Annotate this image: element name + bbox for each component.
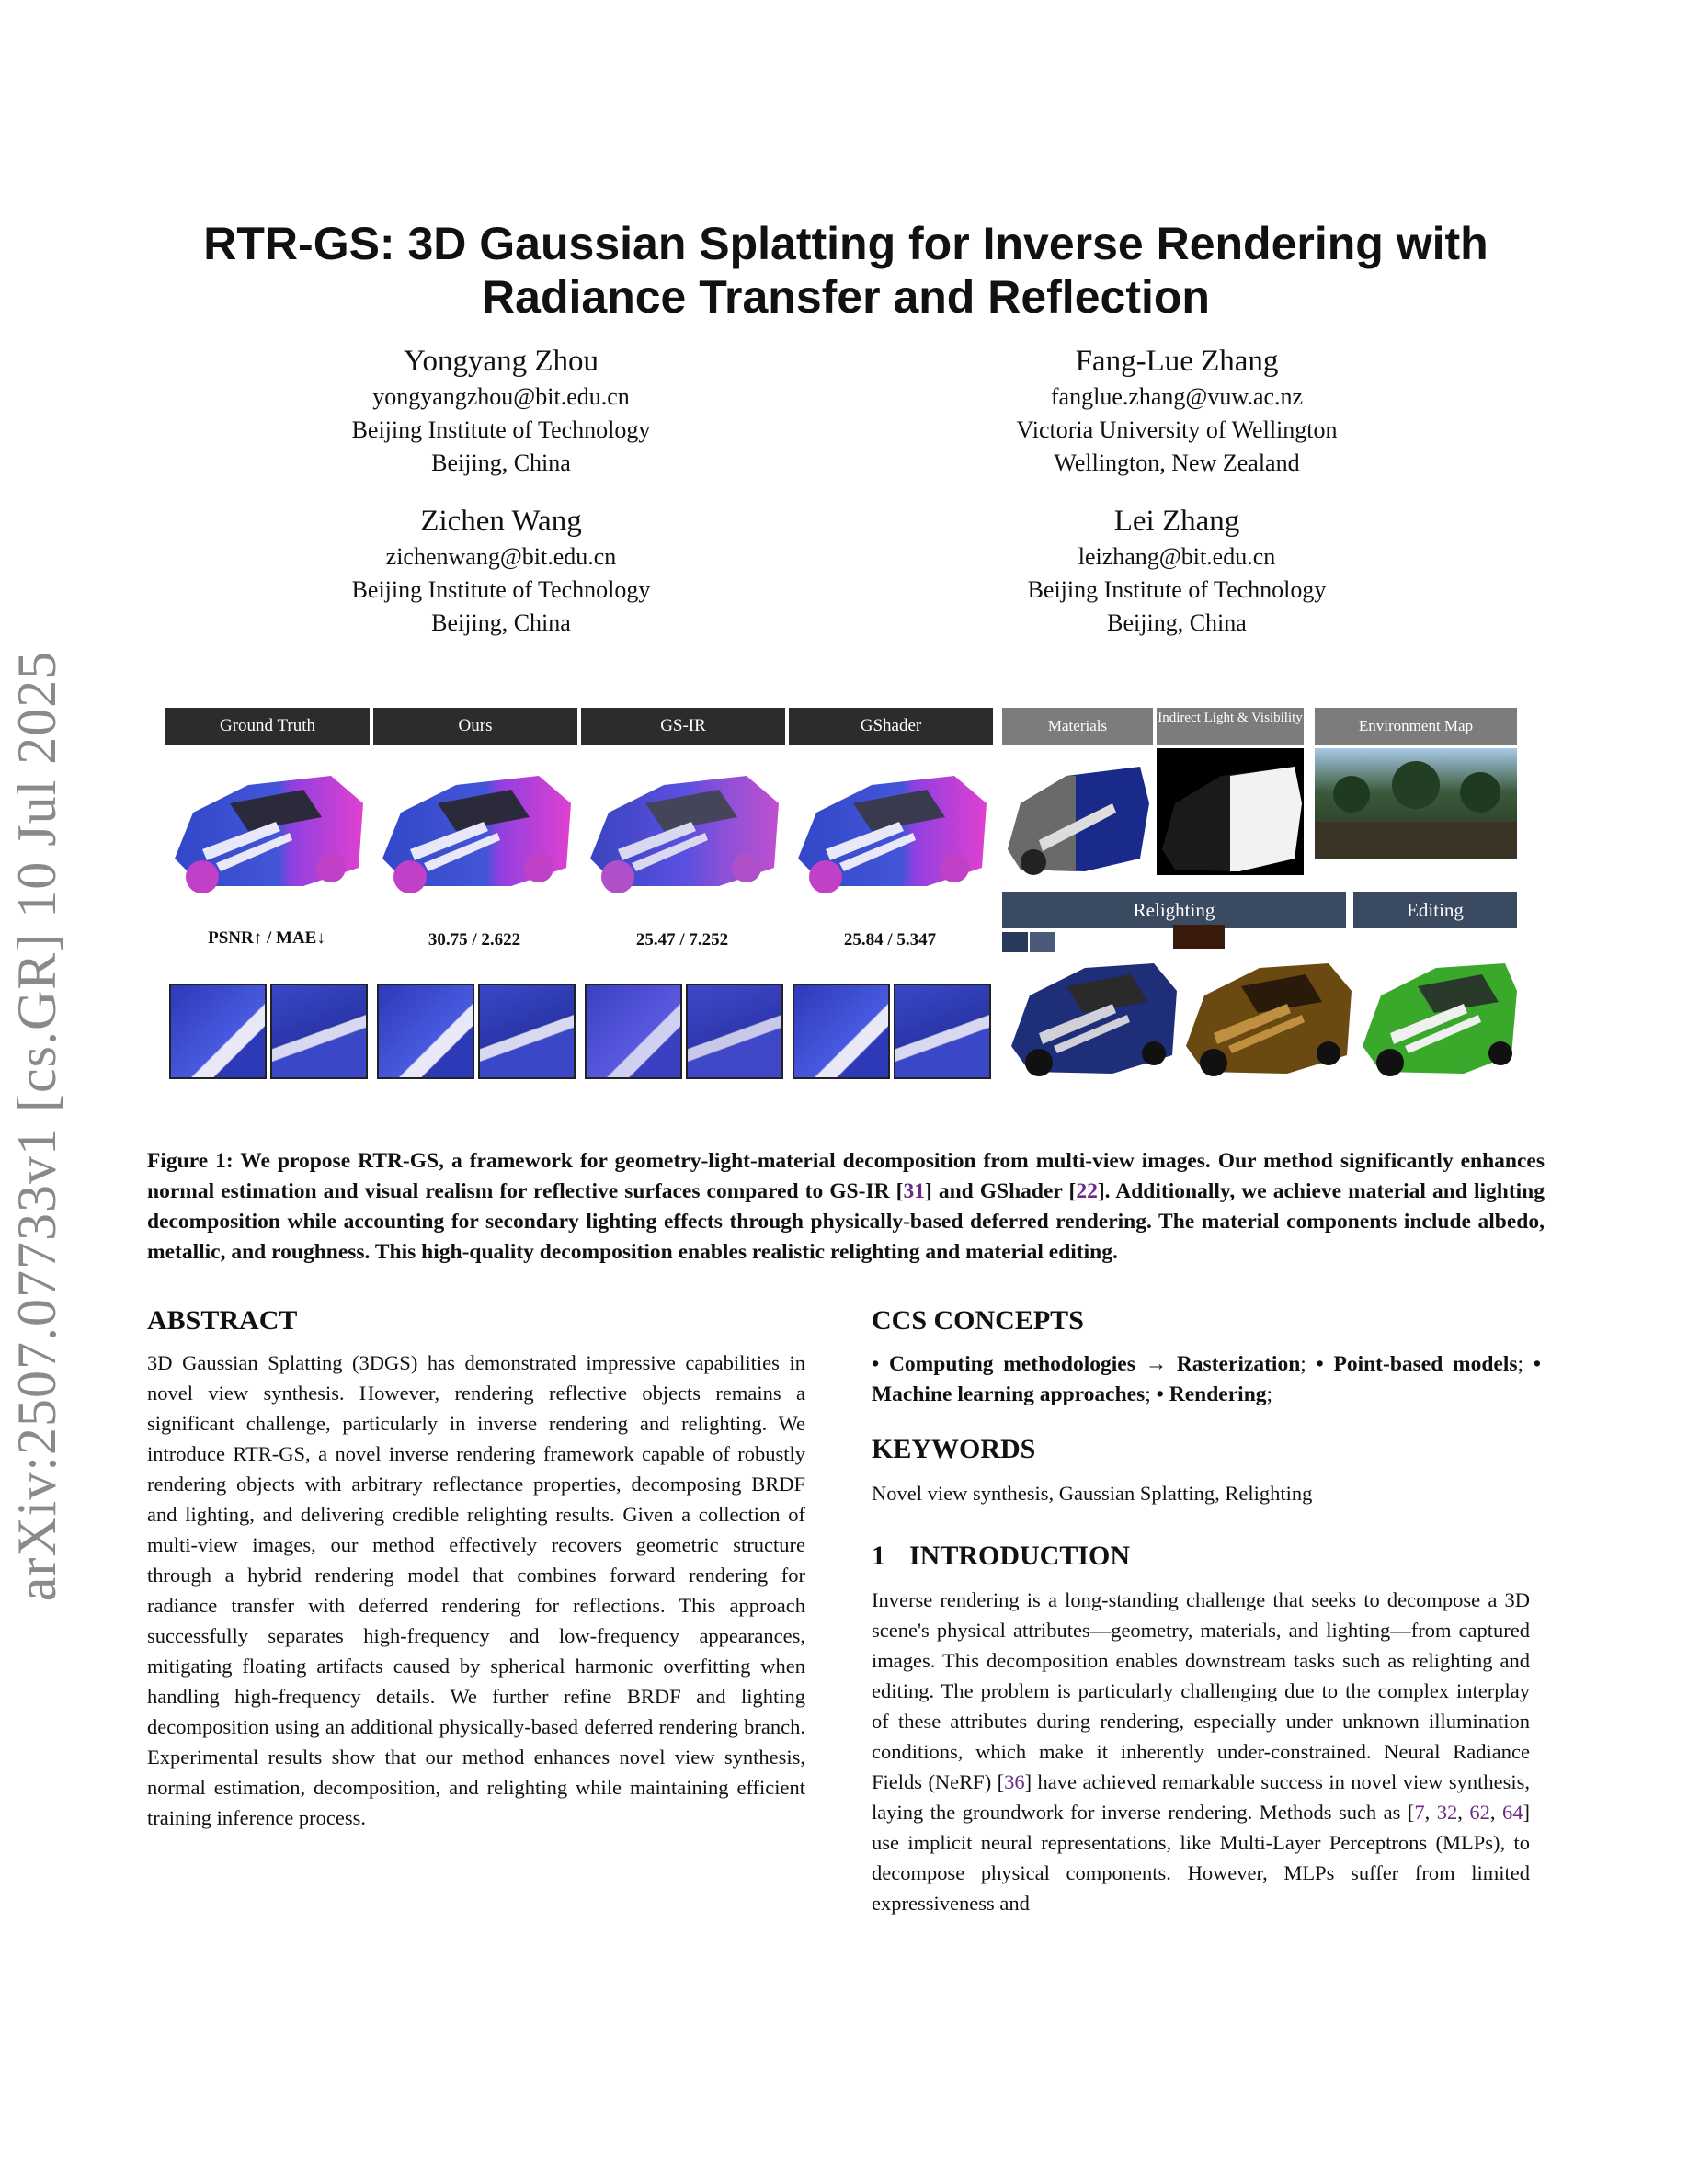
- caption-text: Figure 1: We propose RTR-GS, a framework for geometry-light-material decomposition from multi-view images. Our method significantly enhances normal estimation and visual realism for reflective surfaces compared to GS-IR [: [147, 1149, 1545, 1203]
- zoom-crop: [894, 984, 991, 1079]
- citation-link[interactable]: 64: [1502, 1801, 1523, 1824]
- car-relit-gold: [1186, 963, 1352, 1076]
- section-number: 1: [872, 1541, 885, 1571]
- teaser-figure: [165, 708, 1526, 1086]
- paper-title: [147, 217, 1545, 324]
- environment-map-image: [1315, 748, 1517, 859]
- figure-caption: [147, 1146, 1545, 1268]
- metric-gs-ir: 25.47 / 7.252: [635, 930, 729, 950]
- car-render-ours: [382, 776, 571, 893]
- header-gshader: GShader: [789, 708, 993, 745]
- author-block: [919, 342, 1434, 480]
- zoom-crop: [270, 984, 368, 1079]
- metric-gshader: 25.84 / 5.347: [843, 930, 937, 950]
- intro-text: ] use implicit neural representations, like Multi-Layer Perceptrons (MLPs), to decompose physical components. However, MLPs suffer from limited expressiveness and: [872, 1801, 1531, 1915]
- author-name: Zichen Wang: [420, 505, 582, 538]
- citation-link[interactable]: 31: [903, 1179, 925, 1203]
- author-email[interactable]: leizhang@bit.edu.cn: [1078, 543, 1276, 570]
- author-location: Wellington, New Zealand: [1054, 449, 1300, 476]
- abstract-text: 3D Gaussian Splatting (3DGS) has demonstrated impressive capabilities in novel view synthesis. However, rendering reflective objects remains a significant challenge, particularly in inverse rendering and relighting. We introduce RTR-GS, a novel inverse rendering framework capable of robustly rendering objects with arbitrary reflectance properties, decomposing BRDF and lighting, and delivering credible relighting results. Given a collection of multi-view images, our method effectively recovers geometric structure through a hybrid rendering model that combines forward rendering for radiance transfer with deferred rendering for reflections. This approach successfully separates high-frequency and low-frequency appearances, mitigating floating artifacts caused by spherical harmonic overfitting when handling high-frequency details. We further refine BRDF and lighting decomposition using an additional physically-based deferred rendering branch. Experimental results show that our method enhances novel view synthesis, normal estimation, decomposition, and relighting while maintaining efficient training inference process.: [147, 1351, 805, 1829]
- header-gs-ir: GS-IR: [581, 708, 785, 745]
- author-location: Beijing, China: [431, 449, 571, 476]
- header-relighting: Relighting: [1002, 892, 1346, 928]
- author-location: Beijing, China: [431, 609, 571, 636]
- author-affiliation: Beijing Institute of Technology: [1027, 576, 1327, 603]
- author-name: Lei Zhang: [1113, 505, 1240, 538]
- zoom-crop: [169, 984, 267, 1079]
- author-affiliation: Beijing Institute of Technology: [351, 576, 651, 603]
- introduction-heading: [872, 1541, 1130, 1572]
- header-indirect-light: Indirect Light & Visibility: [1157, 708, 1304, 745]
- car-render-ground-truth: [175, 776, 363, 893]
- car-edited-green: [1363, 963, 1517, 1076]
- citation-link[interactable]: 36: [1004, 1770, 1025, 1793]
- indirect-light-image: [1157, 748, 1304, 875]
- header-environment-map: Environment Map: [1315, 708, 1517, 745]
- ccs-list: • Computing methodologies → Rasterization; • Point-based models; • Machine learning approaches; • Rendering;: [872, 1352, 1541, 1406]
- normal-renders: [165, 748, 993, 904]
- title-line-1: RTR-GS: 3D Gaussian Splatting for Inverse Rendering with: [203, 218, 1488, 269]
- metric-ours: 30.75 / 2.622: [428, 930, 521, 950]
- header-editing: Editing: [1353, 892, 1517, 928]
- arxiv-identifier: arXiv:2507.07733v1 [cs.GR] 10 Jul 2025: [6, 650, 67, 1602]
- zoom-crop: [585, 984, 682, 1079]
- author-block: [244, 502, 758, 640]
- ccs-item: • Rendering: [1156, 1382, 1267, 1406]
- author-email[interactable]: yongyangzhou@bit.edu.cn: [372, 383, 630, 410]
- ccs-item: • Point-based models: [1316, 1352, 1518, 1376]
- keywords-text: Novel view synthesis, Gaussian Splatting, Relighting: [872, 1482, 1313, 1505]
- zoom-crop: [793, 984, 890, 1079]
- author-email[interactable]: zichenwang@bit.edu.cn: [385, 543, 617, 570]
- car-render-gs-ir: [590, 776, 779, 893]
- caption-text: ]. Additionally, we achieve material and lighting decomposition while accounting for secondary lighting effects through physically-based deferred rendering. The material components include albedo, metallic, and roughness. This high-quality decomposition enables realistic relighting and material editing.: [147, 1179, 1545, 1264]
- keywords-heading: KEYWORDS: [872, 1434, 1036, 1464]
- intro-text: Inverse rendering is a long-standing challenge that seeks to decompose a 3D scene's physical attributes—geometry, materials, and lighting—from captured images. This decomposition enables downstream tasks such as relighting and editing. The problem is particularly challenging due to the complex interplay of these attributes during rendering, especially under unknown illumination conditions, which make it inherently under-constrained. Neural Radiance Fields (NeRF) [: [872, 1588, 1530, 1793]
- zoom-crop: [377, 984, 474, 1079]
- car-render-gshader: [798, 776, 987, 893]
- author-block: [244, 342, 758, 480]
- title-line-2: Radiance Transfer and Reflection: [482, 271, 1210, 323]
- author-email[interactable]: fanglue.zhang@vuw.ac.nz: [1050, 383, 1304, 410]
- introduction-text: Inverse rendering is a long-standing challenge that seeks to decompose a 3D scene's physical attributes—geometry, materials, and lighting—from captured images. This decomposition enables downstream tasks such as relighting and editing. The problem is particularly challenging due to the complex interplay of these attributes during rendering, especially under unknown illumination conditions, which make it inherently under-constrained. Neural Radiance Fields (NeRF) [36] have achieved remarkable success in novel view synthesis, laying the groundwork for inverse rendering. Methods such as [7, 32, 62, 64] use implicit neural representations, like Multi-Layer Perceptrons (MLPs), to decompose physical components. However, MLPs suffer from limited expressiveness and: [872, 1588, 1531, 1915]
- author-name: Yongyang Zhou: [403, 345, 599, 378]
- zoom-crop: [686, 984, 783, 1079]
- abstract-heading: ABSTRACT: [147, 1305, 298, 1336]
- ccs-heading: CCS CONCEPTS: [872, 1305, 1084, 1336]
- relight-edit-renders: [1002, 945, 1517, 1083]
- header-ours: Ours: [373, 708, 577, 745]
- author-location: Beijing, China: [1107, 609, 1247, 636]
- ccs-item: • Machine learning approaches: [872, 1352, 1541, 1406]
- citation-link[interactable]: 22: [1076, 1179, 1098, 1203]
- header-ground-truth: Ground Truth: [165, 708, 370, 745]
- citation-link[interactable]: 32: [1436, 1801, 1458, 1824]
- citation-link[interactable]: 7: [1414, 1801, 1425, 1824]
- author-affiliation: Victoria University of Wellington: [1016, 416, 1338, 443]
- metric-label: PSNR↑ / MAE↓: [208, 928, 325, 948]
- materials-image: [1002, 748, 1153, 875]
- citation-link[interactable]: 62: [1469, 1801, 1490, 1824]
- caption-text: ] and GShader [: [924, 1179, 1077, 1203]
- section-title: INTRODUCTION: [909, 1541, 1131, 1571]
- author-name: Fang-Lue Zhang: [1075, 345, 1279, 378]
- author-affiliation: Beijing Institute of Technology: [351, 416, 651, 443]
- car-relit-blue: [1011, 963, 1177, 1076]
- header-materials: Materials: [1002, 708, 1153, 745]
- zoom-crop: [478, 984, 576, 1079]
- ccs-item: • Computing methodologies → Rasterization: [872, 1352, 1301, 1376]
- intro-text: ] have achieved remarkable success in novel view synthesis, laying the groundwork for inverse rendering. Methods such as [: [872, 1770, 1530, 1824]
- author-block: [919, 502, 1434, 640]
